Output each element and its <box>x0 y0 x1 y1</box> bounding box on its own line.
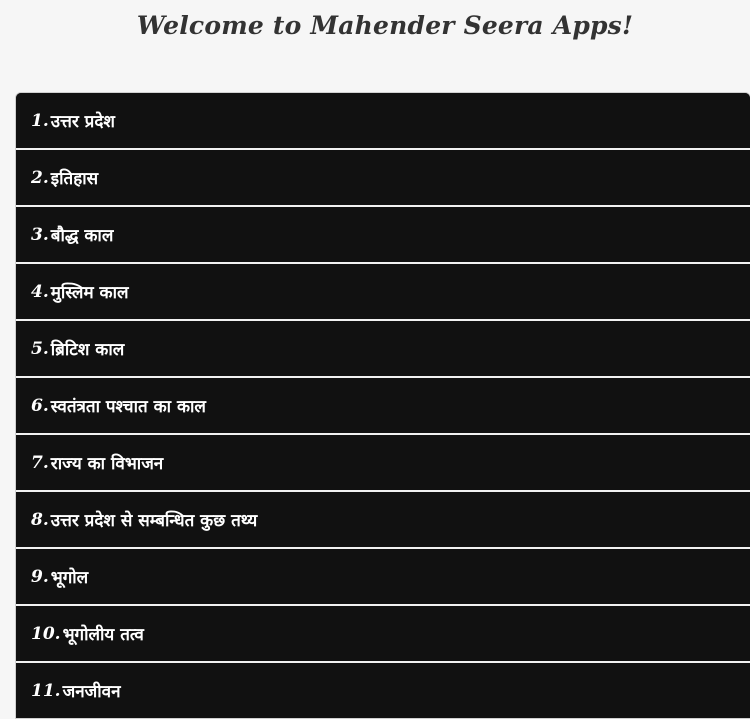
menu-item-label: जनजीवन <box>62 682 121 702</box>
menu-item-uttar-pradesh[interactable] <box>16 93 750 148</box>
menu-item-facts[interactable] <box>16 490 750 547</box>
menu-item-number: 9. <box>31 566 49 587</box>
menu-item-number: 5. <box>31 338 49 359</box>
menu-item-muslim-period[interactable] <box>16 262 750 319</box>
menu-item-label: ब्रिटिश काल <box>50 340 125 360</box>
menu-item-geography[interactable] <box>16 547 750 604</box>
menu-item-label: इतिहास <box>50 169 99 189</box>
menu-item-label: स्वतंत्रता पश्चात का काल <box>50 397 206 417</box>
menu-item-label: मुस्लिम काल <box>50 283 129 303</box>
menu-item-label: बौद्ध काल <box>50 226 114 246</box>
menu-item-number: 4. <box>31 281 49 302</box>
menu-item-number: 7. <box>31 452 49 473</box>
menu-item-post-independence[interactable] <box>16 376 750 433</box>
menu-item-number: 2. <box>31 167 49 188</box>
menu-item-number: 1. <box>31 110 49 131</box>
menu-item-buddhist-period[interactable] <box>16 205 750 262</box>
menu-item-british-period[interactable] <box>16 319 750 376</box>
menu-item-label: राज्य का विभाजन <box>50 454 164 474</box>
menu-item-label: उत्तर प्रदेश से सम्बन्धित कुछ तथ्य <box>50 511 258 531</box>
menu-item-label: उत्तर प्रदेश <box>50 112 115 132</box>
menu-item-public-life[interactable] <box>16 661 750 718</box>
menu-list <box>15 92 750 719</box>
menu-item-number: 10. <box>31 623 61 644</box>
menu-item-number: 3. <box>31 224 49 245</box>
menu-item-label: भूगोल <box>50 568 89 588</box>
menu-item-history[interactable] <box>16 148 750 205</box>
menu-item-number: 8. <box>31 509 49 530</box>
menu-item-number: 11. <box>31 680 61 701</box>
menu-item-label: भूगोलीय तत्व <box>62 625 144 645</box>
menu-item-state-division[interactable] <box>16 433 750 490</box>
menu-item-geographic-elements[interactable] <box>16 604 750 661</box>
menu-item-number: 6. <box>31 395 49 416</box>
page-title: Welcome to Mahender Seera Apps! <box>136 11 634 40</box>
